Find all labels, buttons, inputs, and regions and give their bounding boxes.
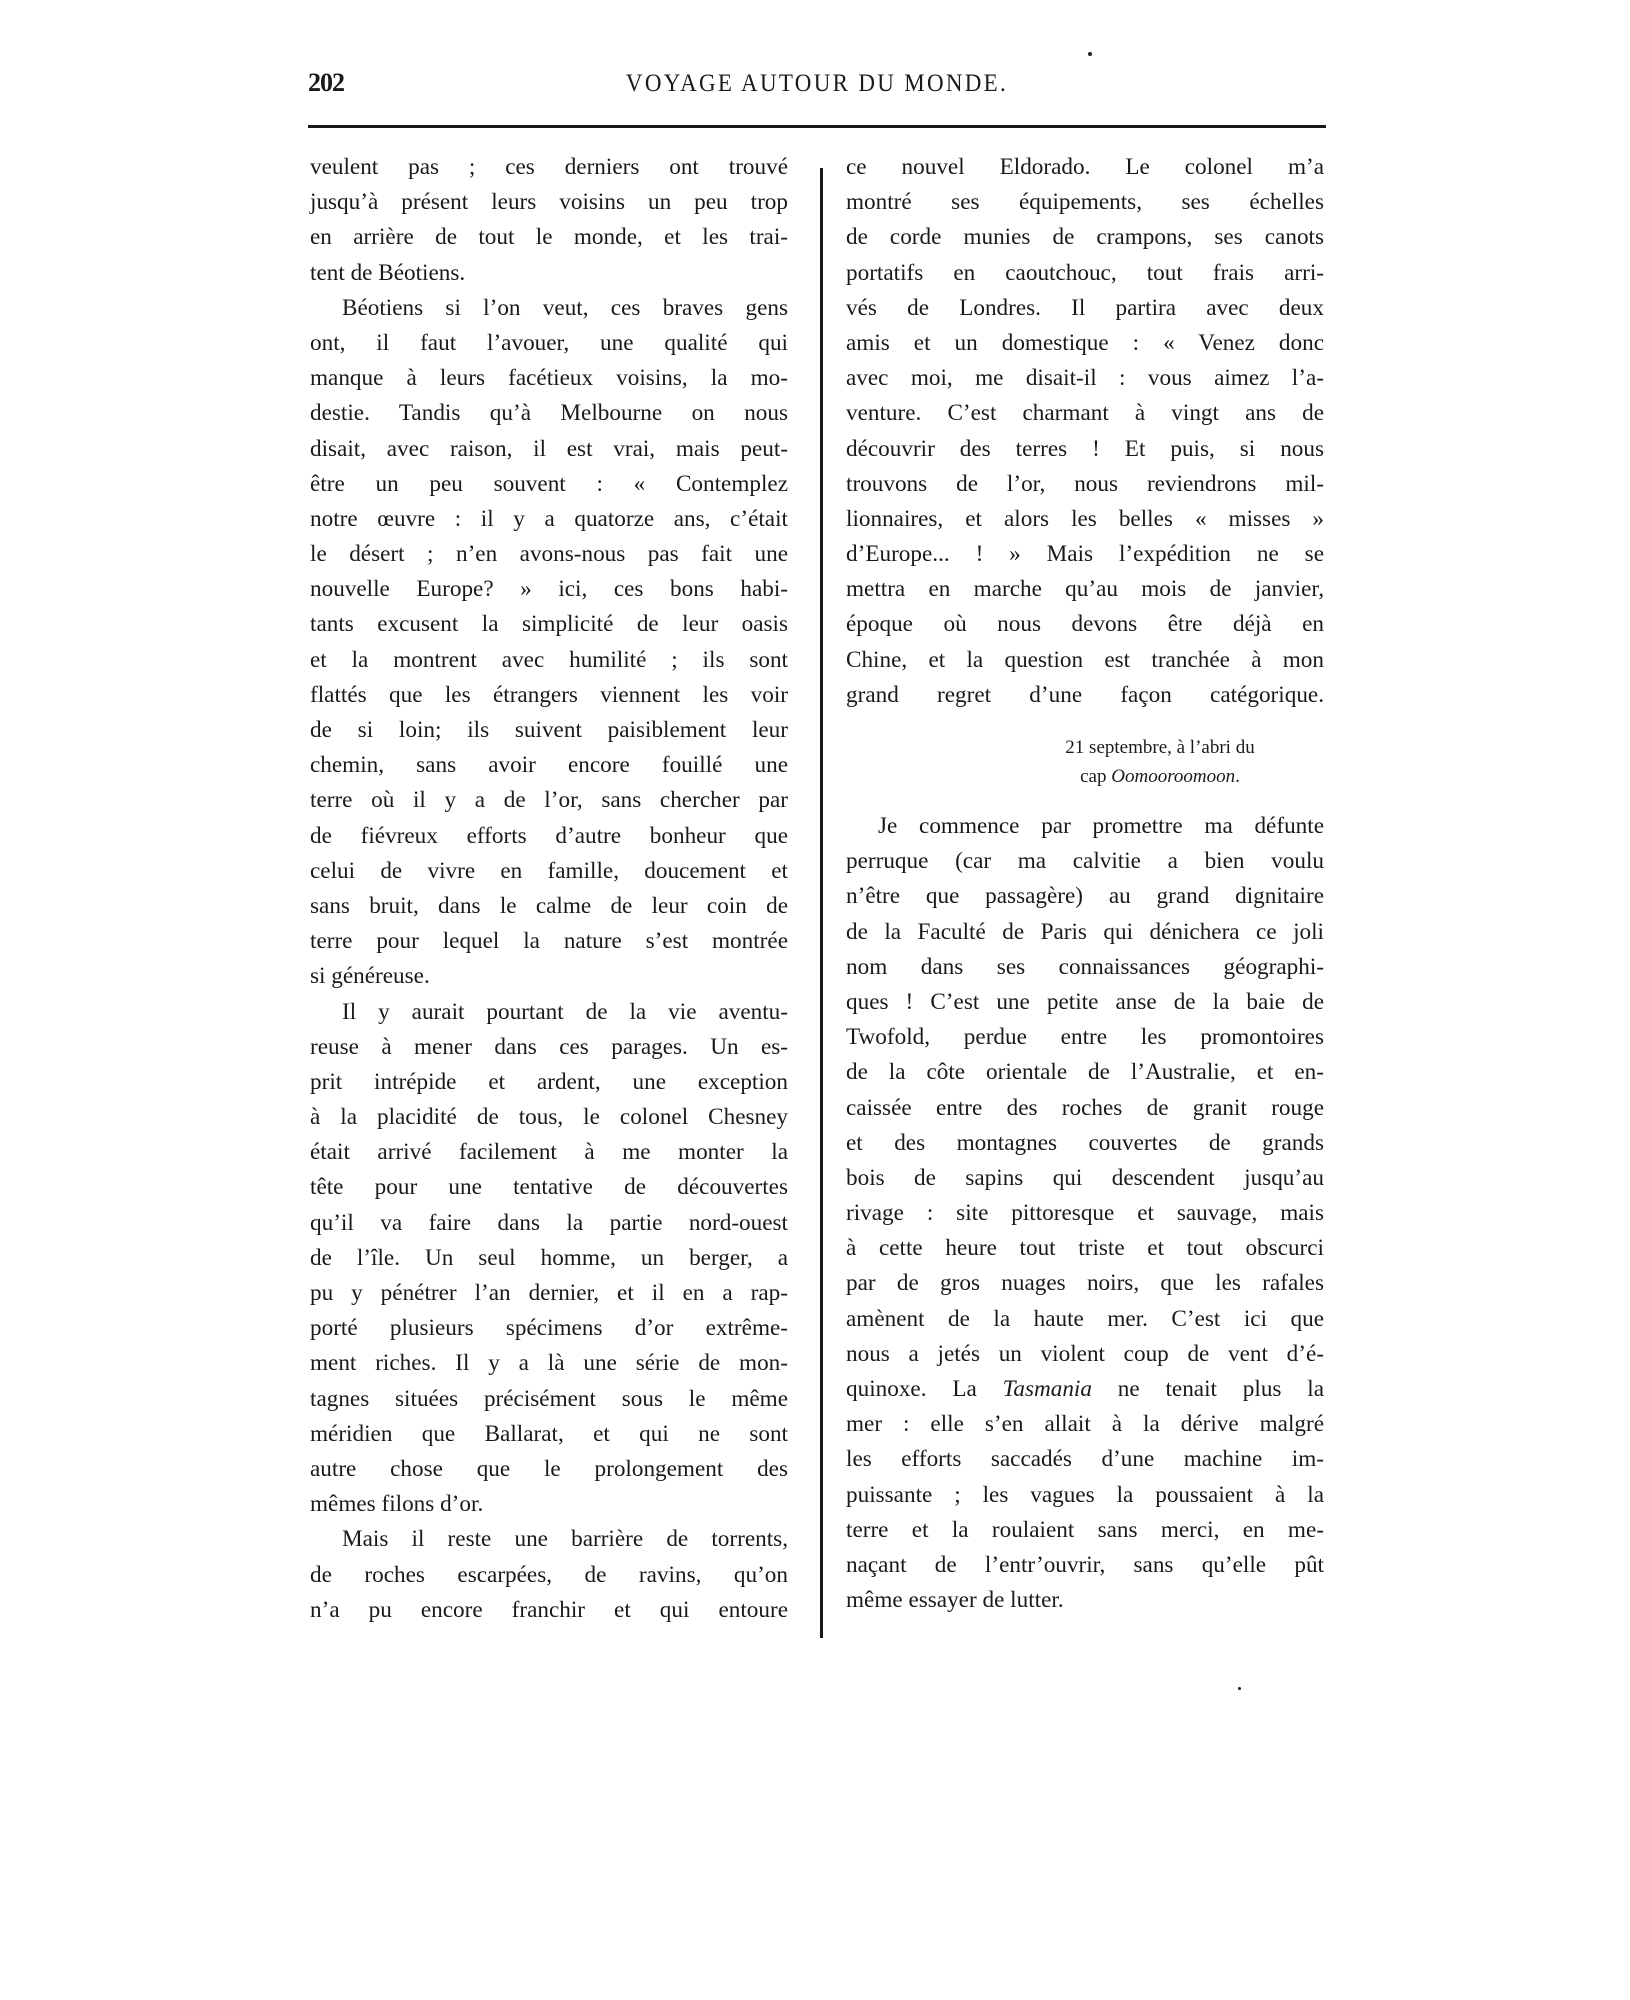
text-line: tants excusent la simplicité de leur oasis [310,611,788,638]
text-line: vés de Londres. Il partira avec deux [846,294,1324,321]
text-line: de l’île. Un seul homme, un berger, a [310,1244,788,1271]
text-line: même essayer de lutter. [846,1587,1064,1614]
page-number: 202 [308,68,344,97]
right-column [846,150,1324,1618]
text-line: sans bruit, dans le calme de leur coin de [310,892,788,919]
running-title: VOYAGE AUTOUR DU MONDE. [625,70,1009,97]
text-line: prit intrépide et ardent, une exception [310,1068,788,1095]
text-line: qu’il va faire dans la partie nord-ouest [310,1209,788,1236]
text-line: était arrivé facilement à me monter la [310,1139,788,1166]
text-line: de roches escarpées, de ravins, qu’on [310,1561,788,1588]
text-line: ment riches. Il y a là une série de mon- [310,1350,788,1377]
text-line: à cette heure tout triste et tout obscurci [846,1235,1324,1262]
text-line: ce nouvel Eldorado. Le colonel m’a [846,154,1324,180]
text-line: flattés que les étrangers viennent les voir [310,681,788,708]
text-line: Chine, et la question est tranchée à mon [846,646,1324,673]
scan-speck [1238,1687,1241,1690]
dateline-line-1: 21 septembre, à l’abri du [1065,737,1255,758]
text-line: grand regret d’une façon catégorique. [846,681,1324,708]
text-line: d’Europe... ! » Mais l’expédition ne se [846,541,1324,568]
text-line: Twofold, perdue entre les promontoires [846,1024,1324,1051]
dateline-suffix: . [1235,766,1240,787]
text-line: lionnaires, et alors les belles « misses » [846,505,1324,532]
text-line: porté plusieurs spécimens d’or extrême- [310,1315,788,1342]
text-line: amènent de la haute mer. C’est ici que [846,1305,1324,1332]
text-line: avec moi, me disait-il : vous aimez l’a- [846,365,1324,392]
dateline-line-2 [846,762,1324,791]
text-line: nouvelle Europe? » ici, ces bons habi- [310,576,788,603]
text-line: de la côte orientale de l’Australie, et en- [846,1059,1324,1086]
text-line: amis et un domestique : « Venez donc [846,329,1324,356]
text-line: pu y pénétrer l’an dernier, et il en a rap- [310,1280,788,1306]
text-line: veulent pas ; ces derniers ont trouvé [310,154,788,180]
text-fragment: quinoxe. La [846,1376,1003,1402]
text-line: tête pour une tentative de découvertes [310,1174,788,1201]
text-line: n’a pu encore franchir et qui entoure [310,1596,788,1623]
text-line: les efforts saccadés d’une machine im- [846,1446,1324,1473]
text-line: de fiévreux efforts d’autre bonheur que [310,822,788,849]
text-line: mêmes filons d’or. [310,1491,484,1518]
text-line: de la Faculté de Paris qui dénichera ce joli [846,918,1324,945]
text-line: reuse à mener dans ces parages. Un es- [310,1033,788,1060]
page-header [308,68,1326,104]
text-line: tagnes situées précisément sous le même [310,1385,788,1412]
text-line: et des montagnes couvertes de grands [846,1129,1324,1156]
text-line: ont, il faut l’avouer, une qualité qui [310,329,788,356]
text-fragment: ne tenait plus la [1091,1376,1324,1402]
text-line: jusqu’à présent leurs voisins un peu trop [310,189,788,216]
text-line: autre chose que le prolongement des [310,1455,788,1482]
text-line [846,1372,1324,1407]
text-line: montré ses équipements, ses échelles [846,189,1324,216]
text-line: celui de vivre en famille, doucement et [310,857,788,884]
text-line: nom dans ses connaissances géographi- [846,953,1324,980]
text-line: Je commence par promettre ma défunte [878,813,1324,839]
text-line: caissée entre des roches de granit rouge [846,1094,1324,1121]
column-divider [820,168,823,1638]
text-line: terre et la roulaient sans merci, en me- [846,1516,1324,1543]
text-line: être un peu souvent : « Contemplez [310,470,788,497]
text-line: puissante ; les vagues la poussaient à la [846,1481,1324,1508]
text-line: mer : elle s’en allait à la dérive malgré [846,1411,1324,1438]
ship-name: Tasmania [1002,1376,1092,1402]
text-line: et la montrent avec humilité ; ils sont [310,646,788,673]
text-line: notre œuvre : il y a quatorze ans, c’était [310,505,788,532]
text-line: manque à leurs facétieux voisins, la mo- [310,365,788,392]
right-column-paragraph-2-end [846,1407,1324,1618]
text-line: bois de sapins qui descendent jusqu’au [846,1164,1324,1191]
text-line: méridien que Ballarat, et qui ne sont [310,1420,788,1447]
text-line: trouvons de l’or, nous reviendrons mil- [846,470,1324,497]
text-line: par de gros nuages noirs, que les rafales [846,1270,1324,1297]
left-column [310,150,788,1628]
text-line: venture. C’est charmant à vingt ans de [846,400,1324,427]
text-line: Mais il reste une barrière de torrents, [342,1526,788,1553]
text-line: Béotiens si l’on veut, ces braves gens [342,294,788,321]
text-line: en arrière de tout le monde, et les trai- [310,224,788,251]
right-column-paragraph-1 [846,150,1324,713]
text-line: naçant de l’entr’ouvrir, sans qu’elle pût [846,1551,1324,1578]
text-line: terre où il y a de l’or, sans chercher par [310,787,788,814]
dateline-prefix: cap [1080,766,1112,787]
text-line: à la placidité de tous, le colonel Chesney [310,1104,788,1131]
text-line: disait, avec raison, il est vrai, mais peut- [310,435,788,462]
text-line: si généreuse. [310,963,430,990]
right-column-paragraph-2 [846,809,1324,1372]
scan-speck [1088,52,1092,56]
text-line: n’être que passagère) au grand dignitaire [846,883,1324,910]
text-line: terre pour lequel la nature s’est montrée [310,928,788,955]
text-line: rivage : site pittoresque et sauvage, mais [846,1200,1324,1227]
text-line: chemin, sans avoir encore fouillé une [310,752,788,779]
text-line: tent de Béotiens. [310,259,466,286]
text-line: perruque (car ma calvitie a bien voulu [846,848,1324,875]
dateline-place-name: Oomooroomoon [1111,766,1236,787]
text-line: découvrir des terres ! Et puis, si nous [846,435,1324,462]
text-line: de si loin; ils suivent paisiblement leur [310,717,788,743]
text-line: époque où nous devons être déjà en [846,611,1324,638]
text-line: le désert ; n’en avons-nous pas fait une [310,541,788,568]
text-line: mettra en marche qu’au mois de janvier, [846,576,1324,603]
text-line: de corde munies de crampons, ses canots [846,224,1324,251]
text-line: nous a jetés un violent coup de vent d’é- [846,1340,1324,1367]
text-line: destie. Tandis qu’à Melbourne on nous [310,400,788,427]
text-line: Il y aurait pourtant de la vie aventu- [342,998,788,1025]
text-line: portatifs en caoutchouc, tout frais arri- [846,259,1324,286]
header-rule [308,125,1326,128]
text-line: ques ! C’est une petite anse de la baie de [846,988,1324,1015]
dateline [846,713,1324,809]
